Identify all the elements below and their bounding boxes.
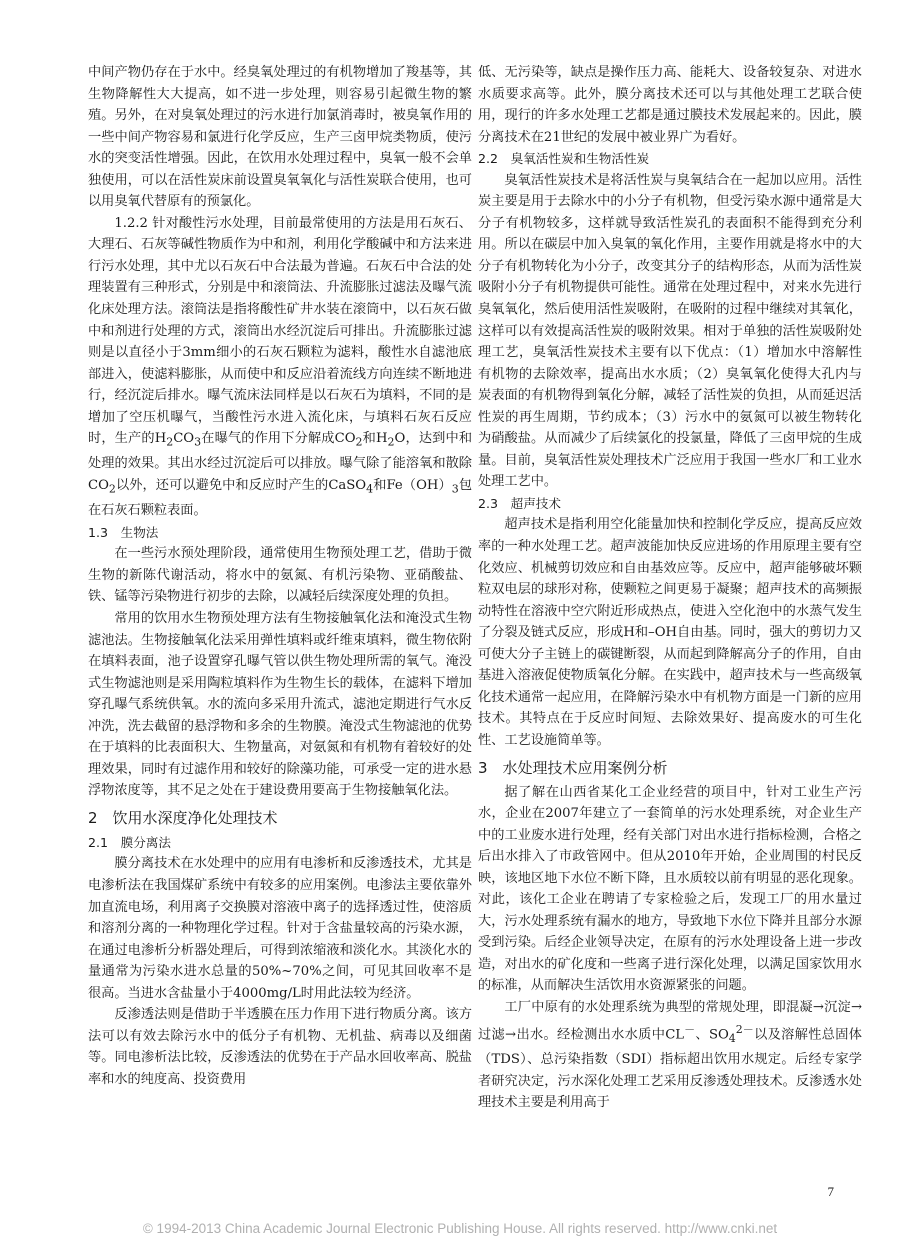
paragraph-acid-wastewater: 1.2.2 针对酸性污水处理，目前最常使用的方法是用石灰石、大理石、石灰等碱性物质作为中和剂，利用化学酸碱中和方法来进行污水处理，其中尤以石灰石中合法最为普遍。石灰石中合法的处理装置有三种形式，分别是中和滚筒法、升流膨胀过滤法及曝气流化床处理方法。滚筒法是指将酸性矿井水装在滚筒中，以石灰石做中和剂进行处理的方式，滚筒出水经沉淀后可排出。升流膨胀过滤则是以直径小于3mm细小的石灰石颗粒为滤料，酸性水自滤池底部进入，使滤料膨胀，从而使中和反应沿着流线方向连续不断地进行，经沉淀后排水。曝气流床法同样是以石灰石为填料，不同的是增加了空压机曝气，当酸性污水进入流化床，与填料石灰石反应时，生产的$H_2CO_3$在曝气的作用下分解成$CO_2$和$H_2O$，达到中和处理的效果。其出水经过沉淀后可以排放。曝气除了能溶氧和散除$CO_2$以外，还可以避免中和反应时产生的CaSO$_4$和$Fe(OH)_3$包在石灰石颗粒表面。	[88, 215, 473, 519]
heading-section-2: 2 饮用水深度净化处理技术	[88, 808, 278, 827]
heading-2-1: 2.1 膜分离法	[88, 834, 171, 850]
paragraph-ultrasound: 超声技术是指利用空化能量加快和控制化学反应，提高反应效率的一种水处理工艺。超声波能加快反应进场的作用原理主要有空化效应、机械剪切效应和自由基效应等。反应中，超声能够破坏颗粒双电层的球形对称，使颗粒之间更易于凝聚；超声技术的高频振动特性在溶液中空穴附近形成热点，使进入空化泡中的水蒸气发生了分裂及链式反应，形成H和–OH自由基。同时，强大的剪切力又可使大分子主链上的碳键断裂，从而起到降解高分子的作用，自由基进入溶液促使物质氧化分解。在实践中，超声技术与一些高级氧化技术通常一起应用，在降解污染水中有机物方面是一门新的应用技术。其特点在于反应时间短、去除效果好、提高废水的可生化性、工艺设施简单等。	[478, 517, 862, 748]
paragraph-reverse-osmosis: 反渗透法则是借助于半透膜在压力作用下进行物质分离。该方法可以有效去除污水中的低分子有机物、无机盐、病毒以及细菌等。同电渗析法比较，反渗透法的优势在于产品水回收率高、脱盐率和水的纯度高、投资费用	[88, 1007, 472, 1087]
heading-2-2: 2.2 臭氧活性炭和生物活性炭	[478, 151, 650, 167]
paragraph-bio-pretreatment: 在一些污水预处理阶段，通常使用生物预处理工艺，借助于微生物的新陈代谢活动，将水中的氨氮、有机污染物、亚硝酸盐、铁、锰等污染物进行初步的去除，以减轻后续深度处理的负担。	[88, 546, 472, 605]
heading-1-3: 1.3 生物法	[88, 524, 159, 540]
right-column	[478, 62, 862, 1114]
paragraph-bio-methods: 常用的饮用水生物预处理方法有生物接触氧化法和淹没式生物滤池法。生物接触氧化法采用弹性填料或纤维束填料，微生物依附在填料表面，池子设置穿孔曝气管以供生物处理所需的氧气。淹没式生物滤池则是采用陶粒填料作为生物生长的载体，在滤料下增加穿孔曝气系统供氧。水的流向多采用升流式，滤池定期进行气水反冲洗，洗去截留的悬浮物和多余的生物膜。淹没式生物滤池的优势在于填料的比表面积大、生物量高，对氨氮和有机物有着较好的处理效果，同时有过滤作用和较好的除藻功能，可承受一定的进水悬浮物浓度等，其不足之处在于建设费用要高于生物接触氧化法。	[88, 610, 472, 799]
left-column	[88, 62, 472, 1090]
paragraph-case-process: 工厂中原有的水处理系统为典型的常规处理，即混凝→沉淀→过滤→出水。经检测出水水质中CL－、$SO_4^{2-}$以及溶解性总固体（TDS）、总污染指数（SDI）指标超出饮用水规定。后经专家学者研究决定，污水深化处理工艺采用反渗透处理技术。反渗透水处理技术主要是利用高于	[478, 999, 862, 1111]
paragraph-membrane-cont: 低、无污染等，缺点是操作压力高、能耗大、设备较复杂、对进水水质要求高等。此外，膜分离技术还可以与其他处理工艺联合使用，现行的许多水处理工艺都是通过膜技术发展起来的。因此，膜分离技术在21世纪的发展中被业界广为看好。	[478, 65, 862, 145]
heading-section-3: 3 水处理技术应用案例分析	[478, 758, 668, 777]
paragraph-ozone-byproducts: 中间产物仍存在于水中。经臭氧处理过的有机物增加了羧基等，其生物降解性大大提高，如不进一步处理，则容易引起微生物的繁殖。另外，在对臭氧处理过的污水进行加氯消毒时，被臭氧作用的一些中间产物容易和氯进行化学反应，生产三卤甲烷类物质，使污水的突变活性增强。因此，在饮用水处理过程中，臭氧一般不会单独使用，可以在活性炭床前设置臭氧氧化与活性炭联合使用，也可以用臭氧代替原有的预氯化。	[88, 65, 472, 210]
paragraph-ozone-carbon: 臭氧活性炭技术是将活性炭与臭氧结合在一起加以应用。活性炭主要是用于去除水中的小分子有机物，但受污染水源中通常是大分子有机物较多，这样就导致活性炭孔的表面积不能得到充分利用。所以在碳层中加入臭氧的氧化作用，主要作用就是将水中的大分子有机物转化为小分子，改变其分子的结构形态，从而为活性炭吸附小分子有机物提供可能性。通常在处理过程中，对来水先进行臭氧氧化，然后使用活性炭吸附，在吸附的过程中继续对其氧化，这样可以有效提高活性炭的吸附效果。相对于单独的活性炭吸附处理工艺，臭氧活性炭技术主要有以下优点：（1）增加水中溶解性有机物的去除效率，提高出水水质；（2）臭氧氧化使得大孔内与炭表面的有机物得到氧化分解，减轻了活性炭的负担，从而延迟活性炭的再生周期，节约成本；（3）污水中的氨氮可以被生物转化为硝酸盐。从而减少了后续氯化的投氯量，降低了三卤甲烷的生成量。目前，臭氧活性炭处理技术广泛应用于我国一些水厂和工业水处理工艺中。	[478, 172, 862, 490]
paragraph-case-study: 据了解在山西省某化工企业经营的项目中，针对工业生产污水，企业在2007年建立了一套简单的污水处理系统，对企业生产中的工业废水进行处理，经有关部门对出水进行指标检测，合格之后出水排入了市政管网中。但从2010年开始，企业周围的村民反映，该地区地下水位不断下降，且水质较以前有明显的恶化现象。对此，该化工企业在聘请了专家检验之后，发现工厂的用水量过大，污水处理系统有漏水的地方，导致地下水位下降并且部分水源受到污染。后经企业领导决定，在原有的污水处理设备上进一步改造，对出水的矿化度和一些离子进行深化处理，以满足国家饮用水的标准，从而解决生活饮用水资源紧张的问题。	[478, 784, 862, 994]
paragraph-membrane: 膜分离技术在水处理中的应用有电渗析和反渗透技术，尤其是电渗析法在我国煤矿系统中有较多的应用案例。电渗法主要依靠外加直流电场，利用离子交换膜对溶液中离子的选择透过性，使溶质和溶剂分离的一种物理化学过程。针对于含盐量较高的污染水源，在通过电渗析分析器处理后，可得到浓缩液和淡化水。其淡化水的量通常为污染水进水总量的50%~70%之间，可见其回收率不是很高。当进水含盐量小于4000mg/L时用此法较为经济。	[88, 856, 472, 1001]
page-number: 7	[827, 1184, 834, 1199]
heading-2-3: 2.3 超声技术	[478, 495, 561, 511]
copyright-footer: © 1994-2013 China Academic Journal Electronic Publishing House. All rights reserved. http://www.cnki.net	[142, 1221, 778, 1236]
